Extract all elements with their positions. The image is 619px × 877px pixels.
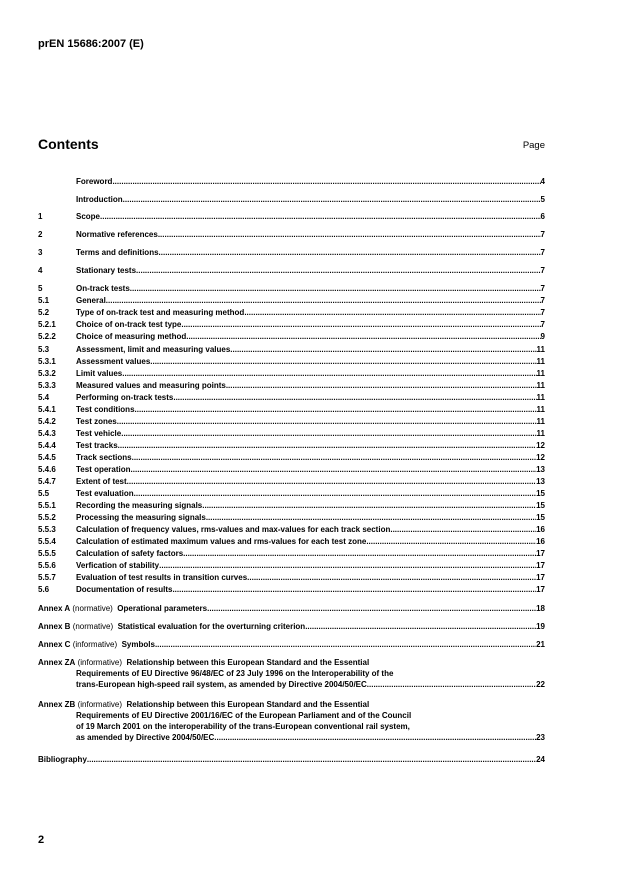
section-number: 5.5	[38, 489, 50, 498]
annex-label: Annex ZA	[38, 658, 76, 667]
section-page: 7	[540, 308, 545, 317]
annex-entry[interactable]	[38, 603, 545, 614]
annex-title-line: Relationship between this European Standard and the Essential	[126, 700, 370, 709]
annex-kind: (informative)	[77, 658, 123, 667]
section-title: Recording the measuring signals	[76, 501, 203, 510]
section-number: 5.4.4	[38, 441, 56, 450]
toc-entry[interactable]	[38, 195, 545, 205]
section-title: Processing the measuring signals	[76, 513, 206, 522]
toc-entry[interactable]	[38, 405, 545, 415]
section-title: Terms and definitions	[76, 248, 159, 257]
section-page: 9	[540, 332, 545, 341]
section-title: Assessment values	[76, 357, 151, 366]
section-title: Introduction	[76, 195, 123, 204]
toc-entry-bibliography[interactable]	[38, 755, 545, 765]
toc-entry[interactable]	[38, 357, 545, 367]
section-number: 5.5.2	[38, 513, 56, 522]
section-page: 15	[536, 513, 545, 522]
dot-leader	[214, 732, 536, 743]
section-page: 24	[536, 755, 545, 764]
section-page: 7	[540, 230, 545, 239]
toc-entry[interactable]	[38, 212, 545, 222]
section-number: 5.4.5	[38, 453, 56, 462]
dot-leader	[122, 369, 536, 379]
dot-leader	[135, 405, 537, 415]
dot-leader	[131, 465, 537, 475]
annex-kind: (normative)	[72, 622, 114, 631]
section-number: 5.3.1	[38, 357, 56, 366]
section-title: Scope	[76, 212, 101, 221]
section-page: 11	[536, 369, 545, 378]
dot-leader	[230, 345, 536, 355]
section-page: 17	[536, 573, 545, 582]
annex-entry[interactable]	[38, 639, 545, 650]
dot-leader	[226, 381, 537, 391]
toc-entry[interactable]	[38, 549, 545, 559]
page-column-label: Page	[522, 140, 545, 151]
section-title: General	[76, 296, 106, 305]
section-title: Test zones	[76, 417, 117, 426]
dot-leader	[158, 230, 541, 240]
toc-entry[interactable]	[38, 441, 545, 451]
section-page: 16	[536, 525, 545, 534]
section-title: Verfication of stability	[76, 561, 160, 570]
section-page: 16	[536, 537, 545, 546]
annex-line	[38, 710, 545, 721]
contents-title: Contents	[38, 136, 99, 152]
toc-entry[interactable]	[38, 332, 545, 342]
toc-entry[interactable]	[38, 417, 545, 427]
section-number: 5.4.1	[38, 405, 56, 414]
section-title: Foreword	[76, 177, 113, 186]
section-title: Calculation of estimated maximum values and rms-values for each test zone	[76, 537, 367, 546]
section-number: 5.5.4	[38, 537, 56, 546]
dot-leader	[121, 429, 536, 439]
annex-line	[38, 668, 545, 679]
toc-entry[interactable]	[38, 453, 545, 463]
dot-leader	[172, 585, 536, 595]
section-title: Documentation of results	[76, 585, 173, 594]
annex-title-line: of 19 March 2001 on the interoperability of the trans-European conventional rail system,	[76, 722, 410, 731]
dot-leader	[106, 296, 541, 306]
section-title: Calculation of safety factors	[76, 549, 184, 558]
section-title: Test vehicle	[76, 429, 122, 438]
toc-entry[interactable]	[38, 465, 545, 475]
toc-entry[interactable]	[38, 230, 545, 240]
annex-page: 21	[536, 640, 545, 649]
annex-title-line: as amended by Directive 2004/50/EC	[76, 733, 215, 742]
section-title: Test evaluation	[76, 489, 134, 498]
dot-leader	[181, 320, 540, 330]
dot-leader	[87, 755, 536, 765]
toc-entry[interactable]	[38, 369, 545, 379]
toc-entry[interactable]	[38, 248, 545, 258]
toc-entry[interactable]	[38, 266, 545, 276]
annex-line	[38, 603, 545, 614]
annex-title-line: Statistical evaluation for the overturning criterion	[117, 622, 306, 631]
annex-entry[interactable]	[38, 699, 545, 743]
dot-leader	[186, 332, 540, 342]
toc-entry[interactable]	[38, 320, 545, 330]
annex-kind: (normative)	[72, 604, 113, 613]
section-page: 12	[536, 453, 545, 462]
toc-entry[interactable]	[38, 308, 545, 318]
section-page: 5	[540, 195, 545, 204]
section-title: Evaluation of test results in transition curves	[76, 573, 248, 582]
section-page: 7	[540, 320, 545, 329]
section-title: Assessment, limit and measuring values	[76, 345, 231, 354]
dot-leader	[159, 561, 536, 571]
annex-title-line: Operational parameters	[117, 604, 208, 613]
section-page: 11	[536, 393, 545, 402]
section-number: 5.5.1	[38, 501, 56, 510]
dot-leader	[117, 417, 537, 427]
section-number: 5	[38, 284, 43, 293]
section-number: 5.2.2	[38, 332, 56, 341]
section-number: 5.4.2	[38, 417, 56, 426]
annex-page: 19	[536, 622, 545, 631]
section-title: On-track tests	[76, 284, 130, 293]
section-number: 5.3.2	[38, 369, 56, 378]
dot-leader	[173, 393, 536, 403]
section-page: 7	[540, 266, 545, 275]
section-number: 5.5.5	[38, 549, 56, 558]
toc-entry[interactable]	[38, 585, 545, 595]
section-number: 5.4.7	[38, 477, 56, 486]
section-page: 11	[536, 357, 545, 366]
toc-entry[interactable]	[38, 525, 545, 535]
section-number: 5.5.7	[38, 573, 56, 582]
section-title: Calculation of frequency values, rms-values and max-values for each track section	[76, 525, 391, 534]
annex-line	[38, 732, 545, 743]
annex-title-line: Symbols	[121, 640, 155, 649]
dot-leader	[136, 266, 541, 276]
dot-leader	[155, 639, 536, 650]
dot-leader	[123, 195, 541, 205]
section-title: Choice of measuring method	[76, 332, 187, 341]
toc-entry[interactable]	[38, 573, 545, 583]
toc-entry[interactable]	[38, 177, 545, 187]
dot-leader	[206, 513, 536, 523]
section-number: 5.4.3	[38, 429, 56, 438]
annex-label: Annex ZB	[38, 700, 76, 709]
section-page: 15	[536, 489, 545, 498]
section-page: 13	[536, 465, 545, 474]
toc-entry[interactable]	[38, 561, 545, 571]
section-page: 11	[536, 417, 545, 426]
section-title: Type of on-track test and measuring method	[76, 308, 245, 317]
section-number: 5.2	[38, 308, 50, 317]
toc-entry[interactable]	[38, 381, 545, 391]
dot-leader	[183, 549, 536, 559]
dot-leader	[202, 501, 536, 511]
section-title: Performing on-track tests	[76, 393, 174, 402]
dot-leader	[390, 525, 536, 535]
section-page: 17	[536, 585, 545, 594]
annex-kind: (informative)	[72, 640, 118, 649]
section-number: 1	[38, 212, 43, 221]
annex-page: 22	[536, 680, 545, 689]
annex-title-line: Requirements of EU Directive 96/48/EC of 23 July 1996 on the Interoperability of the	[76, 669, 394, 678]
section-number: 5.3	[38, 345, 50, 354]
section-title: Track sections	[76, 453, 132, 462]
annex-page: 18	[536, 604, 545, 613]
annex-label: Annex A	[38, 604, 71, 613]
toc-entry[interactable]	[38, 345, 545, 355]
section-title: Test operation	[76, 465, 131, 474]
annex-line	[38, 699, 545, 710]
toc-entry[interactable]	[38, 477, 545, 487]
section-number: 5.5.6	[38, 561, 56, 570]
dot-leader	[159, 248, 541, 258]
document-id: prEN 15686:2007 (E)	[38, 38, 144, 50]
section-title: Stationary tests	[76, 266, 137, 275]
dot-leader	[366, 537, 536, 547]
section-number: 3	[38, 248, 43, 257]
section-page: 17	[536, 549, 545, 558]
section-page: 13	[536, 477, 545, 486]
toc-entry[interactable]	[38, 296, 545, 306]
section-number: 5.3.3	[38, 381, 56, 390]
section-number: 5.1	[38, 296, 50, 305]
dot-leader	[130, 284, 541, 294]
dot-leader	[134, 489, 536, 499]
toc-entry[interactable]	[38, 429, 545, 439]
section-page: 17	[536, 561, 545, 570]
annex-line	[38, 679, 545, 690]
dot-leader	[100, 212, 541, 222]
section-page: 11	[536, 381, 545, 390]
section-number: 4	[38, 266, 43, 275]
annex-kind: (informative)	[77, 700, 123, 709]
toc-entry[interactable]	[38, 393, 545, 403]
dot-leader	[127, 477, 536, 487]
section-title: Choice of on-track test type	[76, 320, 182, 329]
dot-leader	[244, 308, 540, 318]
section-title: Limit values	[76, 369, 123, 378]
toc-entry[interactable]	[38, 513, 545, 523]
annex-line	[38, 639, 545, 650]
toc-entry[interactable]	[38, 489, 545, 499]
annex-label: Annex B	[38, 622, 71, 631]
section-number: 5.5.3	[38, 525, 56, 534]
dot-leader	[367, 679, 536, 690]
section-page: 4	[540, 177, 545, 186]
annex-page: 23	[536, 733, 545, 742]
section-number: 5.4.6	[38, 465, 56, 474]
section-number: 5.4	[38, 393, 50, 402]
annex-title-line: trans-European high-speed rail system, as amended by Directive 2004/50/EC	[76, 680, 367, 689]
section-page: 11	[536, 345, 545, 354]
annex-entry[interactable]	[38, 657, 545, 690]
section-page: 15	[536, 501, 545, 510]
section-page: 11	[536, 429, 545, 438]
section-page: 12	[536, 441, 545, 450]
section-page: 7	[540, 284, 545, 293]
section-page: 6	[540, 212, 545, 221]
toc-entry[interactable]	[38, 284, 545, 294]
annex-title-line: Relationship between this European Standard and the Essential	[126, 658, 370, 667]
dot-leader	[207, 603, 536, 614]
section-page: 7	[540, 248, 545, 257]
dot-leader	[305, 621, 536, 632]
section-number: 5.6	[38, 585, 50, 594]
annex-entry[interactable]	[38, 621, 545, 632]
annex-label: Annex C	[38, 640, 71, 649]
section-title: Test tracks	[76, 441, 118, 450]
dot-leader	[112, 177, 540, 187]
section-page: 11	[536, 405, 545, 414]
page-number: 2	[38, 834, 45, 846]
annex-line	[38, 657, 545, 668]
section-title: Test conditions	[76, 405, 135, 414]
section-number: 2	[38, 230, 43, 239]
dot-leader	[132, 453, 537, 463]
section-title: Bibliography	[38, 755, 87, 764]
dot-leader	[150, 357, 536, 367]
section-title: Measured values and measuring points	[76, 381, 226, 390]
section-page: 7	[540, 296, 545, 305]
section-title: Normative references	[76, 230, 158, 239]
section-number: 5.2.1	[38, 320, 56, 329]
annex-line	[38, 621, 545, 632]
dot-leader	[247, 573, 536, 583]
toc-entry[interactable]	[38, 537, 545, 547]
section-title: Extent of test	[76, 477, 127, 486]
dot-leader	[118, 441, 536, 451]
toc-entry[interactable]	[38, 501, 545, 511]
annex-title-line: Requirements of EU Directive 2001/16/EC of the European Parliament and of the Council	[76, 711, 412, 720]
annex-line	[38, 721, 545, 732]
